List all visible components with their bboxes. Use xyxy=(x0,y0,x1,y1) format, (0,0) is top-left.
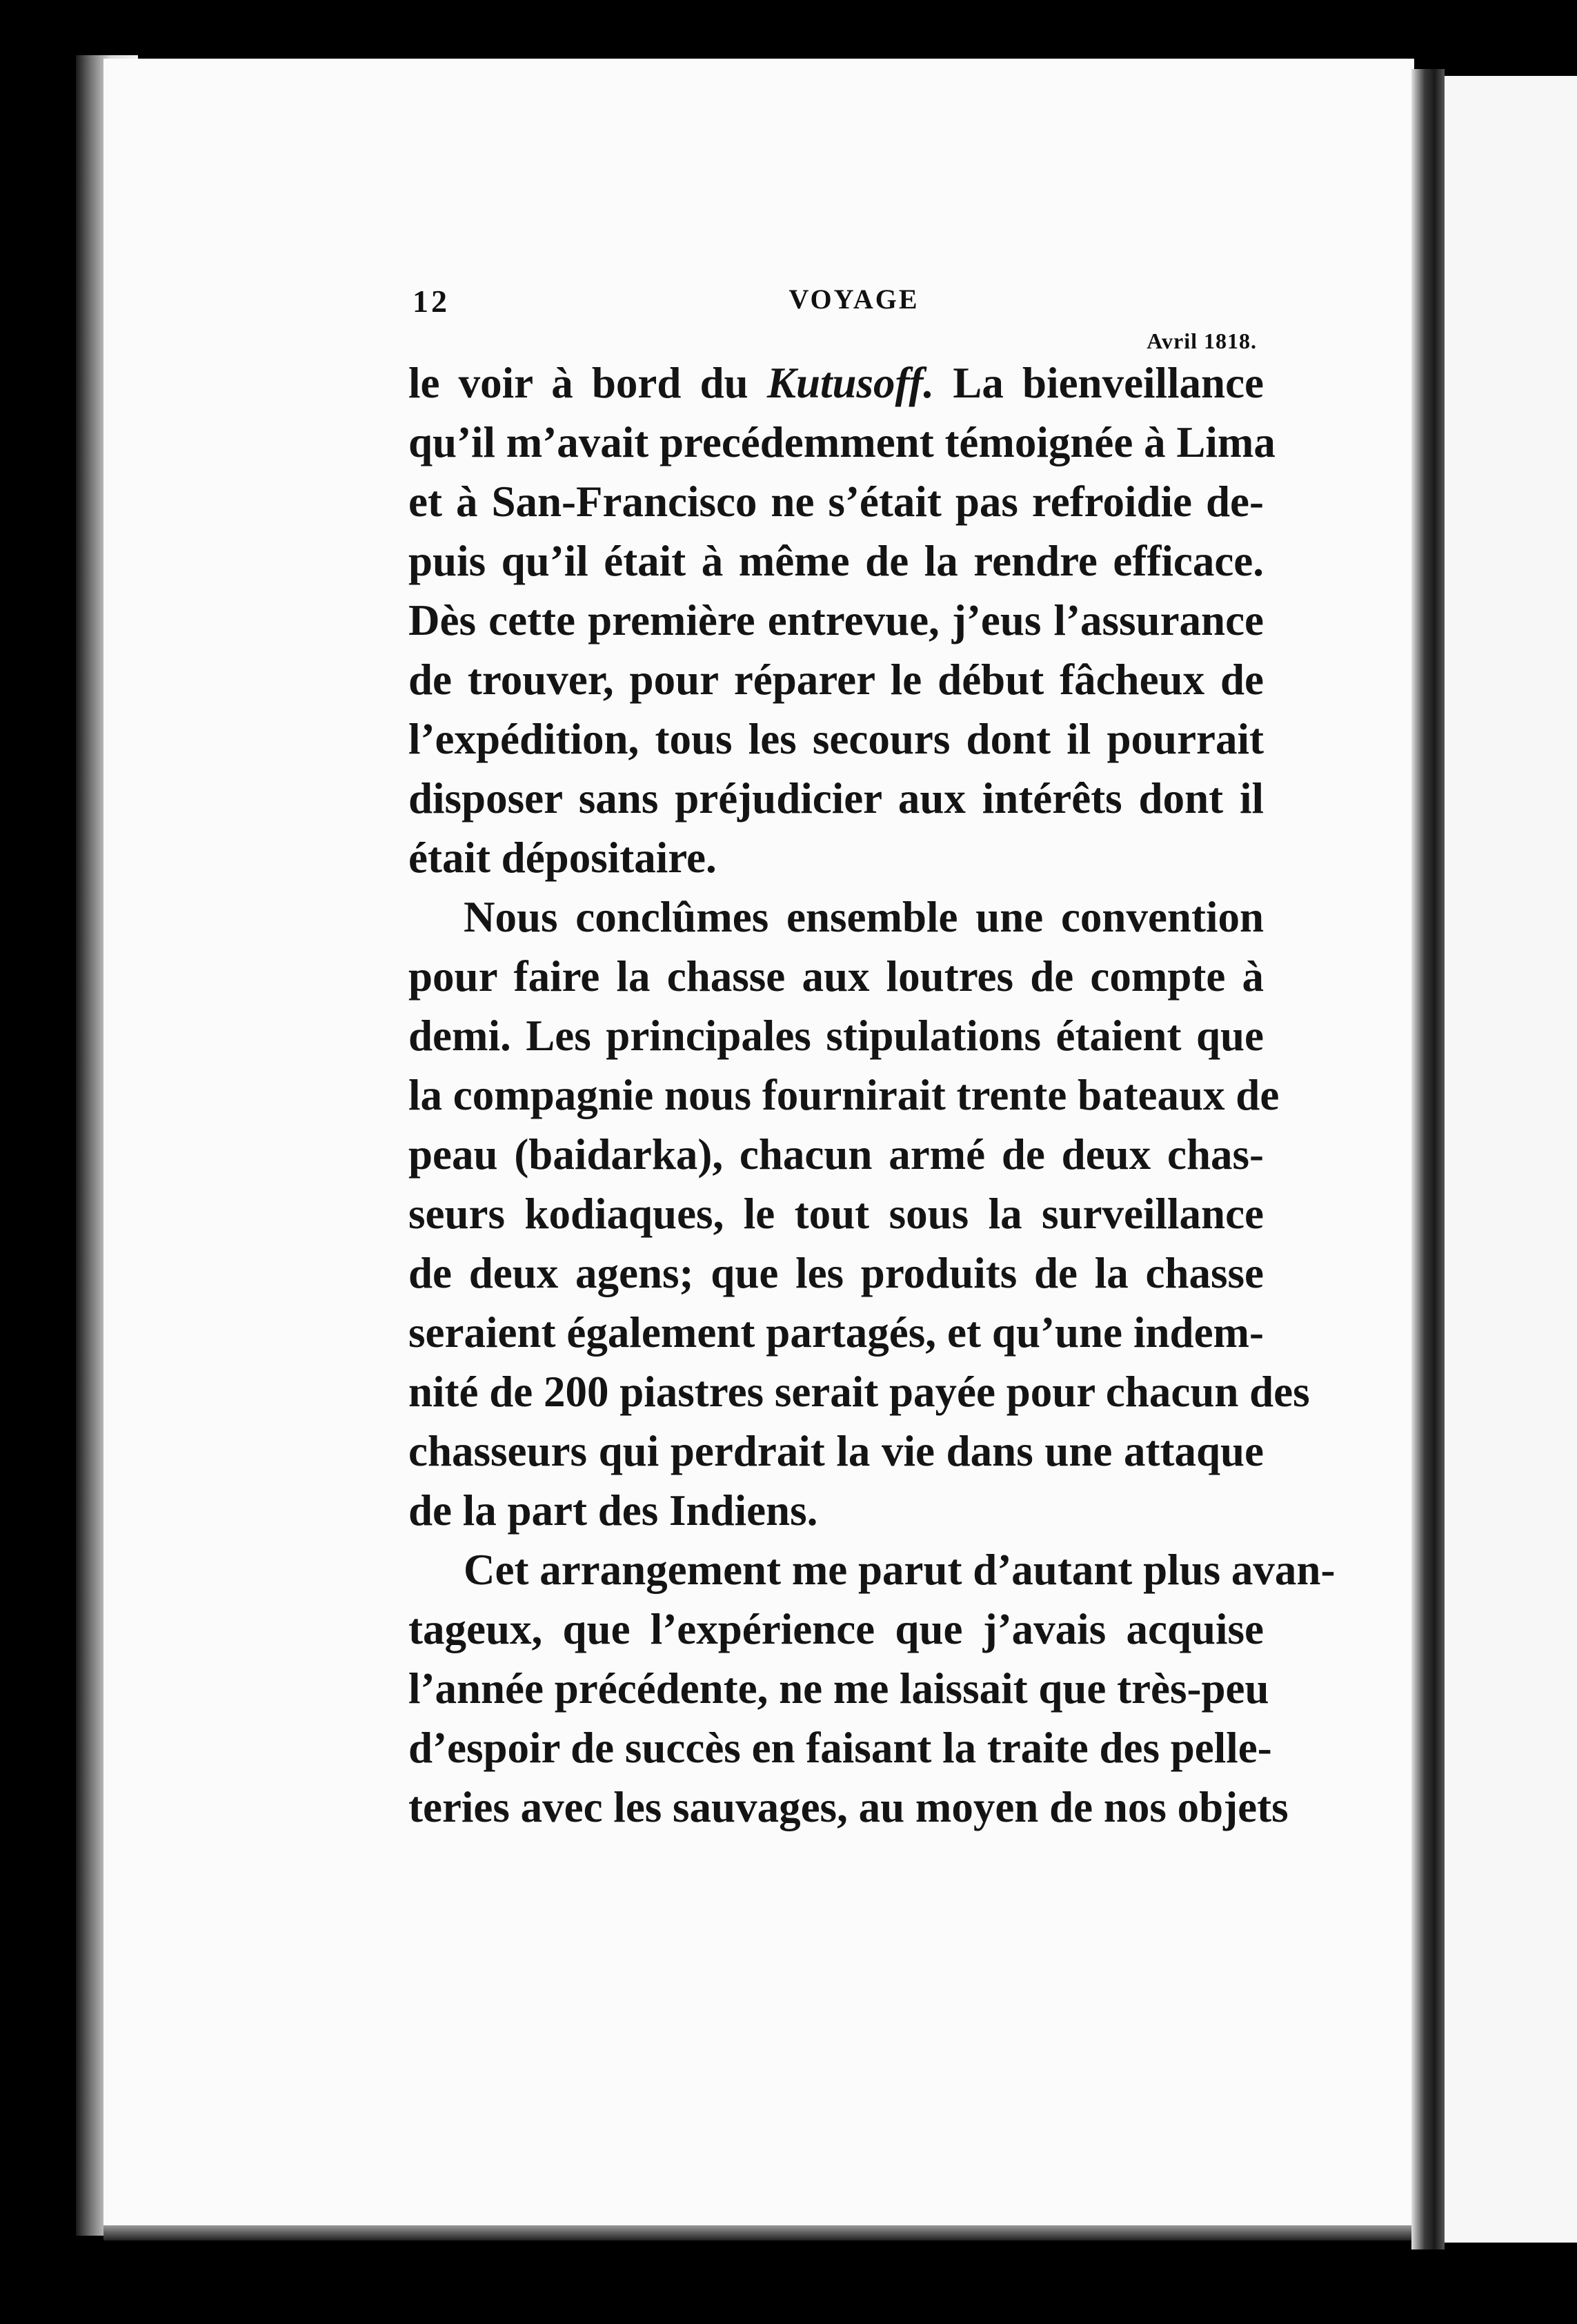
text-line: l’expédition, tous les secours dont il pourrait xyxy=(408,715,1264,763)
text-line: tageux, que l’expérience que j’avais acquise xyxy=(408,1605,1264,1653)
text-line: Dès cette première entrevue, j’eus l’assurance xyxy=(408,596,1264,644)
text-line: qu’il m’avait precédemment témoignée à Lima xyxy=(408,418,1276,466)
ship-name: Kutusoff. xyxy=(766,359,935,407)
text-line: la compagnie nous fournirait trente bateaux de xyxy=(408,1071,1280,1119)
text-line: l’année précédente, ne me laissait que très-peu xyxy=(408,1664,1269,1713)
text-line: Cet arrangement me parut d’autant plus avan- xyxy=(464,1546,1336,1594)
text-line: disposer sans préjudicier aux intérêts dont il xyxy=(408,774,1264,823)
text-line: puis qu’il était à même de la rendre efficace. xyxy=(408,537,1264,585)
body-text xyxy=(408,353,1336,1837)
text-line: de la part des Indiens. xyxy=(408,1486,818,1535)
running-head xyxy=(413,283,1264,331)
text-line: demi. Les principales stipulations étaient que xyxy=(408,1012,1264,1060)
page-bottom-edge xyxy=(103,2225,1414,2241)
text-line: pour faire la chasse aux loutres de compte à xyxy=(408,952,1264,1001)
text-line: peau (baidarka), chacun armé de deux chas- xyxy=(408,1130,1264,1179)
text-line: de trouver, pour réparer le début fâcheux de xyxy=(408,656,1264,704)
text-line: Nous conclûmes ensemble une convention xyxy=(464,893,1264,941)
text-span: La bienveillance xyxy=(934,359,1264,407)
running-title: VOYAGE xyxy=(788,284,920,315)
text-line: d’espoir de succès en faisant la traite des pelle- xyxy=(408,1724,1272,1772)
text-span: le voir à bord du xyxy=(408,359,767,407)
text-line: chasseurs qui perdrait la vie dans une attaque xyxy=(408,1427,1264,1475)
text-line: seraient également partagés, et qu’une indem- xyxy=(408,1308,1264,1357)
page-number: 12 xyxy=(413,284,450,319)
text-line xyxy=(408,353,1264,413)
facing-page-edge xyxy=(1445,76,1577,2243)
text-line: seurs kodiaques, le tout sous la surveillance xyxy=(408,1190,1264,1238)
text-line: de deux agens; que les produits de la chasse xyxy=(408,1249,1264,1297)
page-gutter xyxy=(1411,69,1445,2249)
text-line: et à San-Francisco ne s’était pas refroidie de- xyxy=(408,477,1264,526)
text-line: était dépositaire. xyxy=(408,834,717,882)
text-line: teries avec les sauvages, au moyen de nos objets xyxy=(408,1783,1289,1831)
text-line: nité de 200 piastres serait payée pour chacun des xyxy=(408,1368,1310,1416)
date-margin-note: Avril 1818. xyxy=(1147,328,1257,353)
